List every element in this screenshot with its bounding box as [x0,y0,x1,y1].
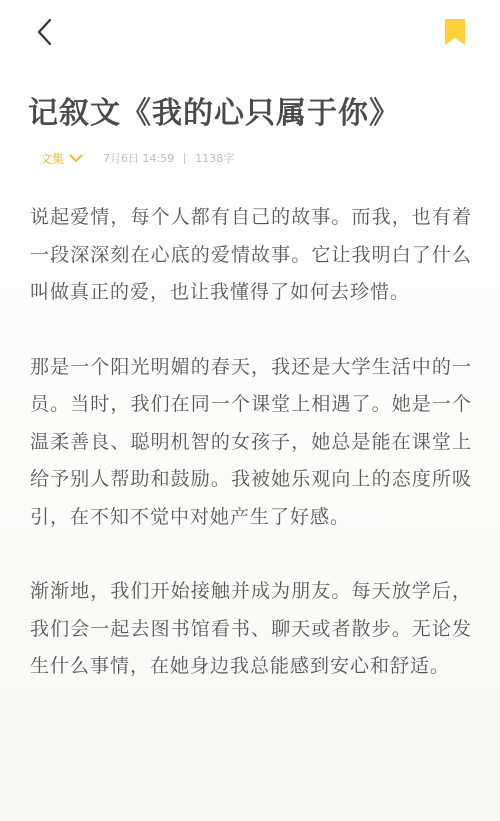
article-body[interactable] [30,199,472,723]
paragraph-2: 那是一个阳光明媚的春天，我还是大学生活中的一员。当时，我们在同一个课堂上相遇了。她是一个温柔善良、聪明机智的女孩子，她总是能在课堂上给予别人帮助和鼓励。我被她乐观向上的态度所吸引，在不知不觉中对她产生了好感。 [30,355,472,528]
folder-label: 文集 [40,151,65,166]
paragraph-1: 说起爱情，每个人都有自己的故事。而我，也有着一段深深刻在心底的爱情故事。它让我明白了什么叫做真正的爱，也让我懂得了如何去珍惜。 [30,206,472,303]
back-button[interactable] [26,14,62,50]
folder-selector[interactable] [40,150,83,167]
meta-divider [184,153,185,164]
bookmark-icon [443,17,467,47]
chevron-down-icon [69,154,83,163]
paragraph-3: 渐渐地，我们开始接触并成为朋友。每天放学后，我们会一起去图书馆看书、聊天或者散步。无论发生什么事情，在她身边我总能感到安心和舒适。 [30,580,472,677]
top-bar [0,0,500,64]
article-title: 记叙文《我的心只属于你》 [28,96,400,131]
word-count: 1138字 [195,152,235,165]
chevron-left-icon [35,17,53,47]
article-date: 7月6日 14:59 [103,152,175,165]
bookmark-button[interactable] [440,14,470,50]
article-meta [40,148,234,168]
